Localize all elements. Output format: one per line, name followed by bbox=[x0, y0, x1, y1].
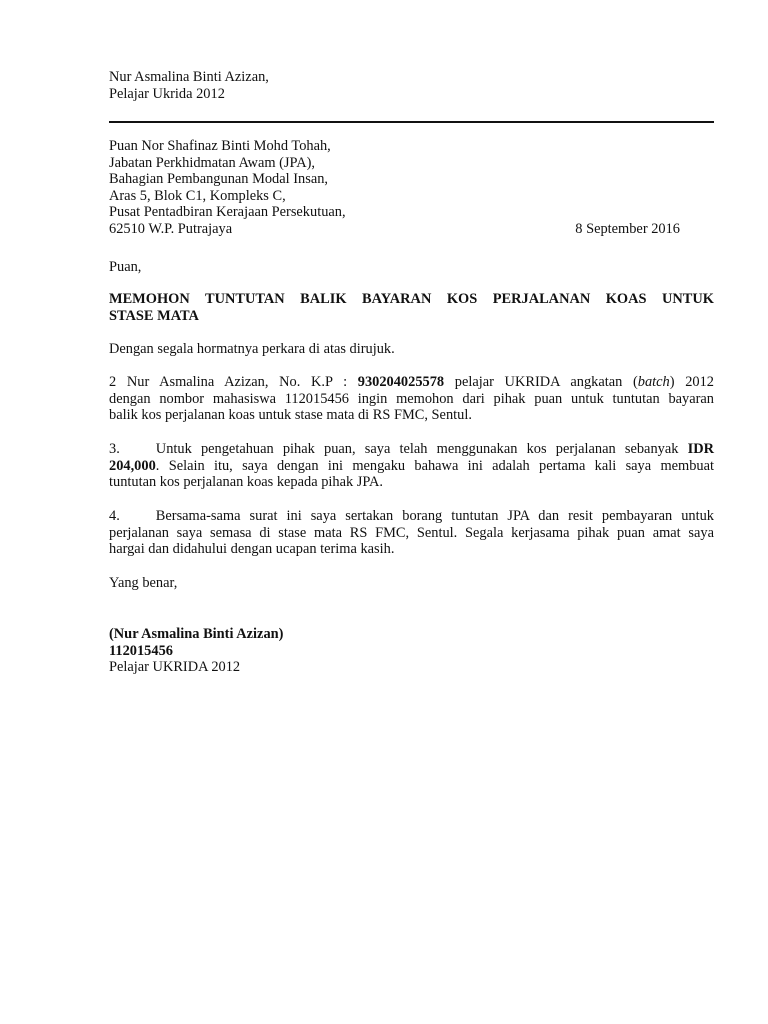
subject-line-1: MEMOHON TUNTUTAN BALIK BAYARAN KOS PERJALANAN KOAS UNTUK bbox=[109, 291, 714, 307]
paragraph-3-line-2 bbox=[109, 458, 714, 475]
intro-text: Dengan segala hormatnya perkara di atas dirujuk. bbox=[109, 341, 395, 357]
p2-text: pelajar UKRIDA angkatan ( bbox=[444, 374, 638, 390]
paragraph-number: 4. bbox=[109, 508, 120, 524]
paragraph-3-line-3: tuntutan kos perjalanan koas kepada pihak JPA. bbox=[109, 474, 384, 491]
recipient-line: Bahagian Pembangunan Modal Insan, bbox=[109, 171, 329, 188]
letter-date: 8 September 2016 bbox=[575, 220, 680, 237]
paragraph-2-line-2: dengan nombor mahasiswa 112015456 ingin memohon dari pihak puan untuk tuntutan bayaran bbox=[109, 390, 714, 407]
p3-text: Untuk pengetahuan pihak puan, saya telah menggunakan kos perjalanan sebanyak bbox=[155, 441, 688, 457]
header-divider bbox=[109, 121, 714, 123]
signoff-block bbox=[109, 626, 283, 676]
amount-value: 204,000 bbox=[109, 457, 156, 474]
closing-phrase: Yang benar, bbox=[109, 575, 178, 591]
recipient-line: Puan Nor Shafinaz Binti Mohd Tohah, bbox=[109, 138, 331, 154]
subject-line-2: STASE MATA bbox=[109, 307, 199, 324]
paragraph-4-line-2: perjalanan saya semasa di stase mata RS FMC, Sentul. Segala kerjasama pihak puan amat saya bbox=[109, 524, 714, 541]
signoff-position: Pelajar UKRIDA 2012 bbox=[109, 659, 241, 676]
signoff-name: (Nur Asmalina Binti Azizan) bbox=[109, 626, 284, 642]
p4-text: Bersama-sama surat ini saya sertakan borang tuntutan JPA dan resit pembayaran untuk bbox=[155, 508, 714, 524]
sender-block bbox=[109, 69, 269, 102]
p2-text: ) 2012 bbox=[669, 374, 714, 390]
p2-batch-word: batch bbox=[637, 374, 670, 390]
recipient-line: Jabatan Perkhidmatan Awam (JPA), bbox=[109, 154, 315, 171]
recipient-address bbox=[109, 138, 680, 238]
recipient-postcode-row bbox=[109, 221, 680, 238]
paragraph-4-line-1 bbox=[109, 508, 714, 525]
amount-currency: IDR bbox=[687, 441, 714, 457]
sender-position: Pelajar Ukrida 2012 bbox=[109, 85, 225, 102]
p3-text: . Selain itu, saya dengan ini mengaku bahawa ini adalah pertama kali saya membuat bbox=[155, 457, 714, 474]
intro-paragraph bbox=[109, 341, 714, 358]
paragraph-2-line-3: balik kos perjalanan koas untuk stase mata di RS FMC, Sentul. bbox=[109, 407, 472, 424]
paragraph-3-line-1 bbox=[109, 441, 714, 458]
signoff-student-id: 112015456 bbox=[109, 642, 173, 659]
recipient-line: Pusat Pentadbiran Kerajaan Persekutuan, bbox=[109, 204, 346, 221]
recipient-postcode-line: 62510 W.P. Putrajaya bbox=[109, 220, 233, 237]
ic-number: 930204025578 bbox=[357, 374, 445, 390]
sender-name: Nur Asmalina Binti Azizan, bbox=[109, 69, 269, 85]
paragraph-2-line-1 bbox=[109, 374, 714, 391]
letter-subject bbox=[109, 291, 714, 324]
paragraph-4-line-3: hargai dan didahului dengan ucapan terima kasih. bbox=[109, 541, 395, 558]
paragraph-4 bbox=[109, 508, 714, 558]
paragraph-number: 3. bbox=[109, 441, 120, 457]
recipient-line: Aras 5, Blok C1, Kompleks C, bbox=[109, 187, 286, 204]
paragraph-3 bbox=[109, 441, 714, 491]
p2-text: 2 Nur Asmalina Azizan, No. K.P : bbox=[109, 374, 358, 390]
paragraph-2 bbox=[109, 374, 714, 424]
salutation: Puan, bbox=[109, 259, 142, 275]
